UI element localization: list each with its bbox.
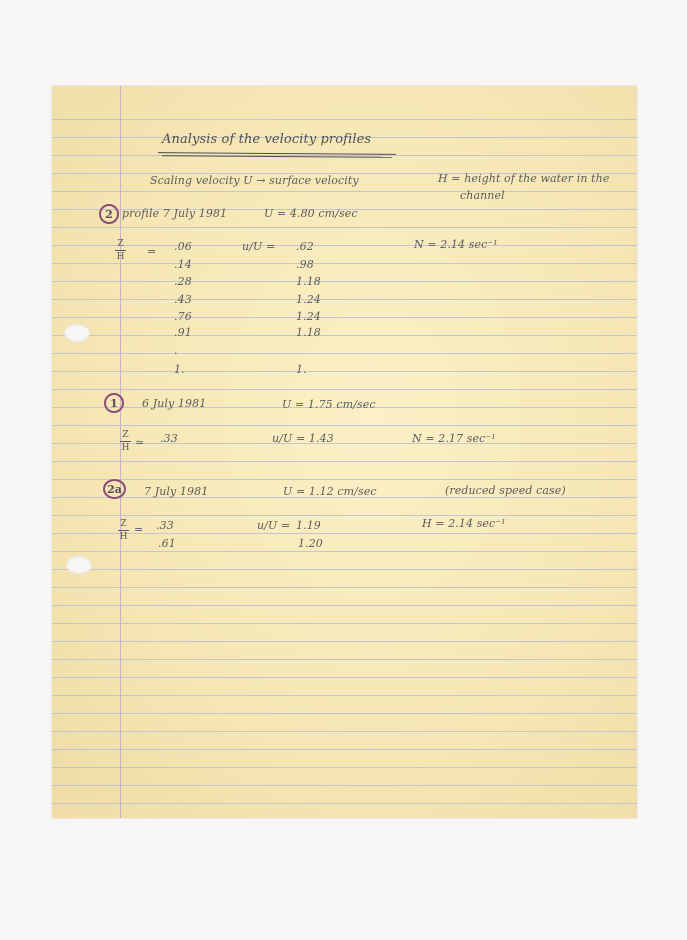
uu-label: u/U = xyxy=(242,240,276,253)
uu-value: 1.24 xyxy=(296,310,321,323)
equals-sign: = xyxy=(134,523,144,536)
section-N: N = 2.17 sec⁻¹ xyxy=(412,432,496,445)
uu-value: 1.20 xyxy=(298,537,323,550)
section-note: (reduced speed case) xyxy=(445,484,566,497)
uu-value: .98 xyxy=(296,258,314,271)
zh-value: .28 xyxy=(174,275,192,288)
header-definition-line1: H = height of the water in the xyxy=(438,172,610,185)
approx-sign: ≃ xyxy=(135,436,145,449)
header-definition-line2: channel xyxy=(460,189,505,202)
zh-value: .33 xyxy=(156,519,174,532)
zh-value: .91 xyxy=(174,326,192,339)
section-marker: 2 xyxy=(99,204,119,224)
fraction-z-over-h: Z H xyxy=(116,239,125,262)
uu-value: 1.19 xyxy=(296,519,321,532)
uu-value: u/U = 1.43 xyxy=(272,432,334,445)
section-N: H = 2.14 sec⁻¹ xyxy=(422,517,506,530)
section-N: N = 2.14 sec⁻¹ xyxy=(414,238,498,251)
zh-value: .61 xyxy=(158,537,176,550)
uu-value: 1.18 xyxy=(296,275,321,288)
punch-hole xyxy=(64,324,90,342)
section-U: U = 1.12 cm/sec xyxy=(283,485,377,498)
uu-label: u/U = xyxy=(257,519,291,532)
notebook-page xyxy=(52,86,637,818)
section-U: U = 4.80 cm/sec xyxy=(264,207,358,220)
zh-value: .33 xyxy=(160,432,178,445)
zh-value: .76 xyxy=(174,310,192,323)
zh-value: 1. xyxy=(174,363,185,376)
uu-value: 1. xyxy=(296,363,307,376)
header-scaling: Scaling velocity U → surface velocity xyxy=(150,174,359,187)
zh-value: .14 xyxy=(174,258,192,271)
fraction-z-over-h: Z H xyxy=(119,519,128,542)
title-underline xyxy=(162,155,392,158)
equals-sign: = xyxy=(147,245,157,258)
zh-value: .06 xyxy=(174,240,192,253)
punch-hole xyxy=(66,556,92,574)
section-marker: 1 xyxy=(104,393,124,413)
zh-value: . xyxy=(174,344,178,357)
section-U: U = 1.75 cm/sec xyxy=(282,398,376,411)
uu-value: .62 xyxy=(296,240,314,253)
section-heading: profile 7 July 1981 xyxy=(122,207,228,220)
zh-value: .43 xyxy=(174,293,192,306)
uu-value: 1.18 xyxy=(296,326,321,339)
section-heading: 7 July 1981 xyxy=(144,485,209,498)
section-heading: 6 July 1981 xyxy=(142,397,207,410)
uu-value: 1.24 xyxy=(296,293,321,306)
fraction-z-over-h: Z H xyxy=(121,430,130,453)
section-marker: 2a xyxy=(103,479,126,499)
page-title: Analysis of the velocity profiles xyxy=(162,132,372,147)
